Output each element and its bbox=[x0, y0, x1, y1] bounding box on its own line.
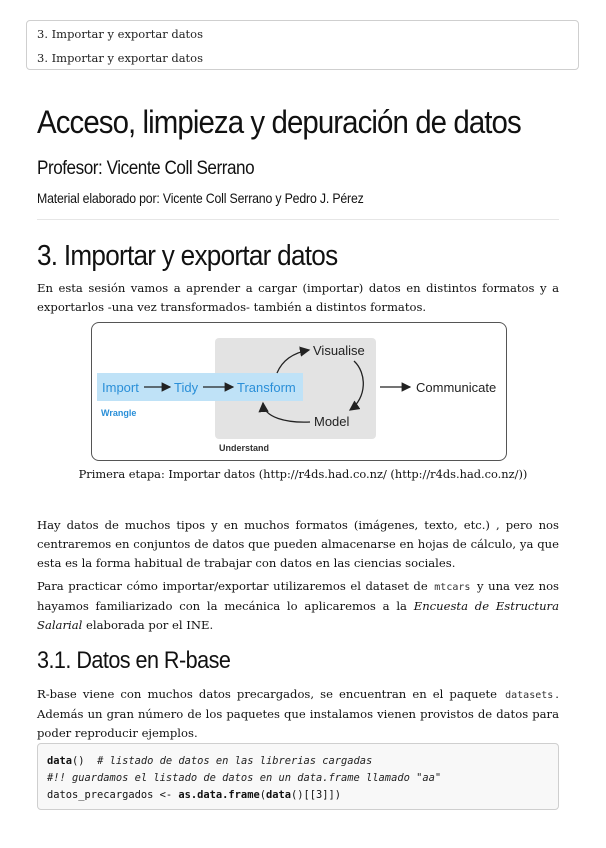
code-line: datos_precargados <- as.data.frame(data()[[3]]) bbox=[47, 789, 342, 801]
understand-label: Understand bbox=[219, 443, 270, 453]
paragraph: R-base viene con muchos datos precargados, se encuentran en el paquete datasets . Además un gran número de los paquetes que instalamos vienen provistos de datos para poder reproducir ejemplos. bbox=[37, 687, 559, 740]
communicate-label: Communicate bbox=[416, 380, 497, 395]
figure-caption: Primera etapa: Importar datos (http://r4ds.had.co.nz/ (http://r4ds.had.co.nz/)) bbox=[78, 467, 528, 481]
professor-line: Profesor: Vicente Coll Serrano bbox=[37, 158, 255, 179]
toc-item[interactable]: 3. Importar y exportar datos bbox=[37, 51, 204, 65]
section-heading: 3. Importar y exportar datos bbox=[37, 240, 338, 272]
code-line: #!! guardamos el listado de datos en un data.frame llamado "aa" bbox=[47, 772, 442, 784]
inline-code: mtcars bbox=[434, 582, 471, 593]
intro-paragraph: En esta sesión vamos a aprender a cargar (importar) datos en distintos formatos y a exportarlos -una vez transformados- también a distintos formatos. bbox=[37, 281, 559, 314]
toc-box bbox=[26, 20, 579, 70]
code-line: data() # listado de datos en las librerias cargadas bbox=[47, 755, 373, 767]
tidy-label: Tidy bbox=[174, 380, 199, 395]
workflow-diagram bbox=[92, 323, 507, 461]
transform-label: Transform bbox=[237, 380, 296, 395]
page-title: Acceso, limpieza y depuración de datos bbox=[37, 104, 521, 140]
inline-code: datasets bbox=[505, 690, 554, 701]
divider bbox=[37, 219, 559, 220]
paragraph: Para practicar cómo importar/exportar utilizaremos el dataset de mtcars y una vez nos hayamos familiarizado con la mecánica lo aplicaremos a la Encuesta de Estructura Salarial elaborada por el INE. bbox=[37, 579, 560, 632]
visualise-label: Visualise bbox=[313, 343, 365, 358]
paragraph: Hay datos de muchos tipos y en muchos formatos (imágenes, texto, etc.) , pero nos centraremos en conjuntos de datos que pueden almacenarse en hojas de cálculo, ya que esta es la forma habitual de trabajar con datos en las ciencias sociales. bbox=[37, 518, 559, 570]
wrangle-label: Wrangle bbox=[101, 408, 137, 418]
code-block[interactable] bbox=[37, 743, 559, 810]
emphasis: Encuesta de Estructura Salarial bbox=[37, 599, 559, 632]
material-line: Material elaborado por: Vicente Coll Serrano y Pedro J. Pérez bbox=[37, 190, 364, 206]
toc-item[interactable]: 3. Importar y exportar datos bbox=[37, 27, 204, 41]
import-label: Import bbox=[102, 380, 139, 395]
workflow-figure bbox=[91, 322, 507, 461]
subsection-heading: 3.1. Datos en R-base bbox=[37, 647, 231, 674]
model-label: Model bbox=[314, 414, 350, 429]
